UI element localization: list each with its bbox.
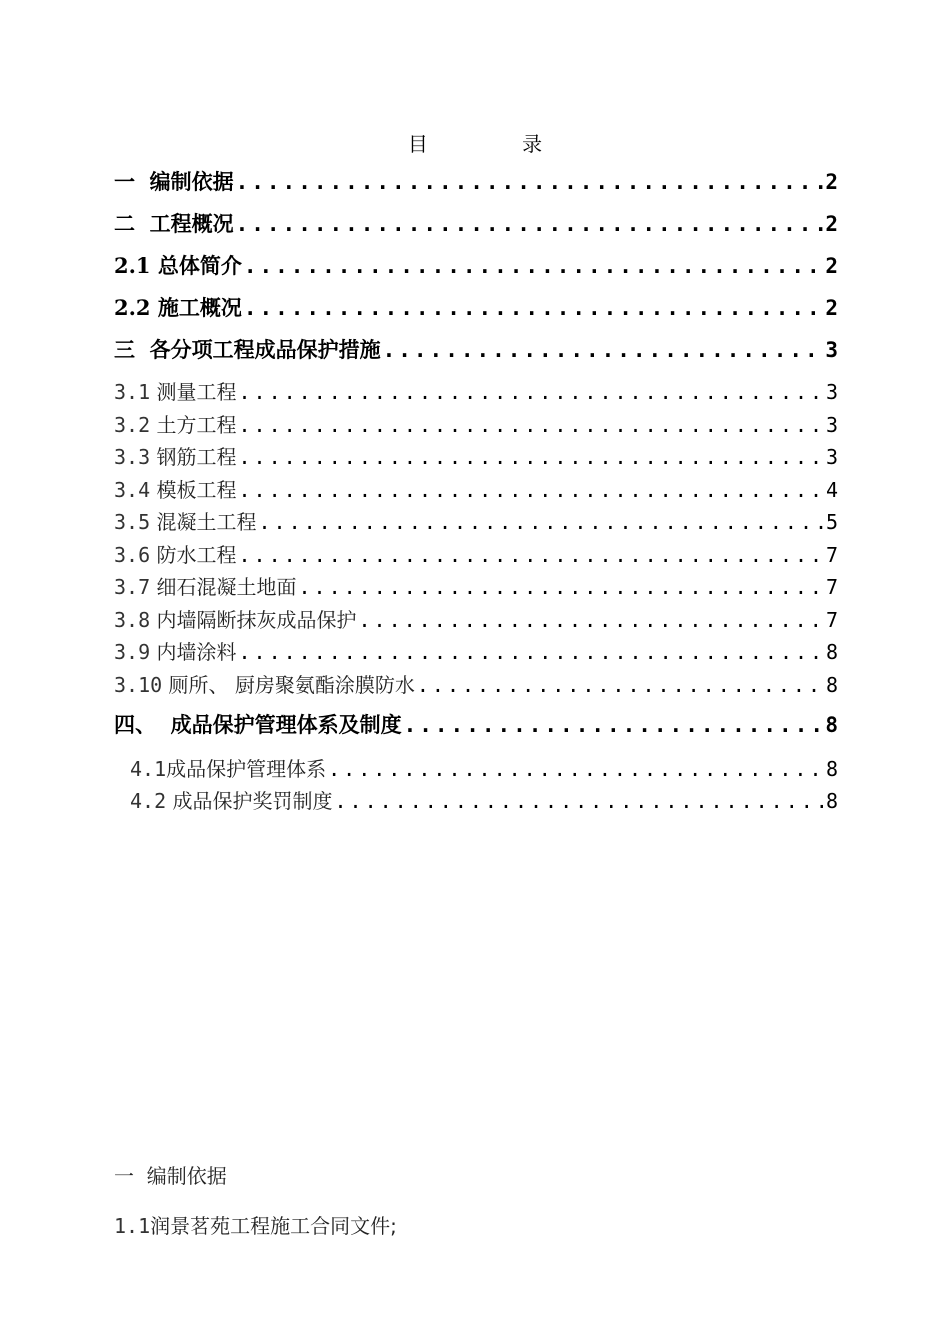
toc-entry[interactable] (114, 409, 838, 438)
toc-leader-dots (238, 543, 823, 567)
section-title: 编制依据 (146, 1164, 227, 1188)
toc-entry[interactable] (114, 208, 838, 238)
toc-entry-number: 3.10 (114, 673, 163, 697)
toc-entry-number: 3.7 (114, 575, 151, 599)
toc-entry-page: 7 (825, 543, 838, 567)
toc-leader-dots (417, 673, 824, 697)
toc-entry-page: 8 (825, 713, 838, 737)
toc-entry[interactable] (114, 539, 838, 568)
toc-entry-label: 模板工程 (156, 478, 237, 502)
toc-leader-dots (404, 713, 824, 737)
toc-leader-dots (238, 445, 823, 469)
toc-leader-dots (236, 212, 824, 236)
toc-leader-dots (238, 380, 823, 404)
toc-leader-dots (334, 789, 823, 813)
toc-entry-label: 总体简介 (157, 254, 242, 278)
toc-entry-number: 4.1 (130, 757, 167, 781)
toc-leader-dots (238, 640, 823, 664)
toc-entry[interactable] (114, 166, 838, 196)
toc-entry[interactable] (114, 292, 838, 322)
toc-entry-number: 4.2 (130, 789, 167, 813)
toc-leader-dots (298, 575, 823, 599)
toc-entry[interactable] (114, 334, 838, 364)
toc-entry-label: 混凝土工程 (156, 510, 257, 534)
toc-entry-label: 施工概况 (157, 296, 242, 320)
toc-entry-number: 3.9 (114, 640, 151, 664)
toc-leader-dots (328, 757, 824, 781)
toc-entry-label: 防水工程 (156, 543, 237, 567)
toc-entry-label: 内墙涂料 (156, 640, 237, 664)
toc-entry-label: 各分项工程成品保护措施 (149, 338, 381, 362)
toc-entry-page: 3 (825, 445, 838, 469)
toc-entry-page: 2 (825, 212, 838, 236)
toc-entry[interactable] (114, 376, 838, 405)
toc-entry[interactable] (114, 669, 838, 698)
toc-entry-number: 3.4 (114, 478, 151, 502)
toc-entry-label: 成品保护奖罚制度 (172, 789, 333, 813)
toc-leader-dots (258, 510, 823, 534)
toc-title: 目 录 (407, 132, 587, 156)
toc-entry-number: 3.5 (114, 510, 151, 534)
toc-leader-dots (358, 608, 823, 632)
toc-entry-number: 一 (114, 169, 135, 194)
toc-entry[interactable] (114, 250, 838, 280)
toc-entry-number: 二 (114, 211, 135, 236)
toc-entry-page: 5 (825, 510, 838, 534)
toc-entry-page: 8 (825, 640, 838, 664)
toc-entry[interactable] (114, 506, 838, 535)
toc-entry-label: 细石混凝土地面 (156, 575, 297, 599)
toc-entry-page: 3 (825, 413, 838, 437)
toc-entry-page: 8 (825, 673, 838, 697)
paragraph-number: 1.1 (114, 1214, 151, 1238)
toc-entry-number: 3.1 (114, 380, 151, 404)
toc-entry-page: 3 (825, 380, 838, 404)
toc-leader-dots (383, 338, 824, 362)
toc-entry-page: 2 (825, 296, 838, 320)
toc-leader-dots (244, 296, 823, 320)
toc-entry-number: 3.8 (114, 608, 151, 632)
toc-entry-number: 2.2 (114, 295, 151, 320)
toc-entry-number: 3.3 (114, 445, 151, 469)
toc-entry-page: 2 (825, 254, 838, 278)
toc-entry-page: 3 (825, 338, 838, 362)
toc-entry-label: 成品保护管理体系 (166, 757, 327, 781)
toc-entry[interactable] (114, 474, 838, 503)
toc-entry-number: 三 (114, 337, 135, 362)
toc-entry-number: 四、 (114, 712, 156, 737)
toc-entry-label: 成品保护管理体系及制度 (170, 713, 402, 737)
toc-entry-label: 编制依据 (149, 170, 234, 194)
toc-entry-number: 3.6 (114, 543, 151, 567)
toc-entry[interactable] (114, 571, 838, 600)
toc-entry[interactable] (114, 709, 838, 739)
toc-leader-dots (238, 478, 823, 502)
toc-leader-dots (244, 254, 823, 278)
toc-entry-page: 4 (825, 478, 838, 502)
toc-entry-label: 厕所、 厨房聚氨酯涂膜防水 (168, 673, 415, 697)
section-heading (114, 1160, 227, 1189)
toc-entry-label: 钢筋工程 (156, 445, 237, 469)
toc-entry-number: 3.2 (114, 413, 151, 437)
toc-entry-page: 7 (825, 575, 838, 599)
toc-entry-label: 测量工程 (156, 380, 237, 404)
toc-entry[interactable] (114, 636, 838, 665)
toc-leader-dots (238, 413, 823, 437)
paragraph-text: 润景茗苑工程施工合同文件; (150, 1214, 397, 1238)
toc-entry[interactable] (114, 604, 838, 633)
toc-entry[interactable] (114, 441, 838, 470)
toc-entry-label: 工程概况 (149, 212, 234, 236)
toc-entry-page: 8 (825, 789, 838, 813)
toc-entry-label: 土方工程 (156, 413, 237, 437)
toc-leader-dots (236, 170, 824, 194)
toc-entry[interactable] (130, 753, 838, 782)
toc-entry-number: 2.1 (114, 253, 151, 278)
toc-entry-page: 2 (825, 170, 838, 194)
toc-entry[interactable] (130, 785, 838, 814)
section-number: 一 (114, 1164, 134, 1188)
toc-entry-label: 内墙隔断抹灰成品保护 (156, 608, 357, 632)
toc-entry-page: 8 (825, 757, 838, 781)
toc-entry-page: 7 (825, 608, 838, 632)
body-paragraph (114, 1210, 397, 1239)
